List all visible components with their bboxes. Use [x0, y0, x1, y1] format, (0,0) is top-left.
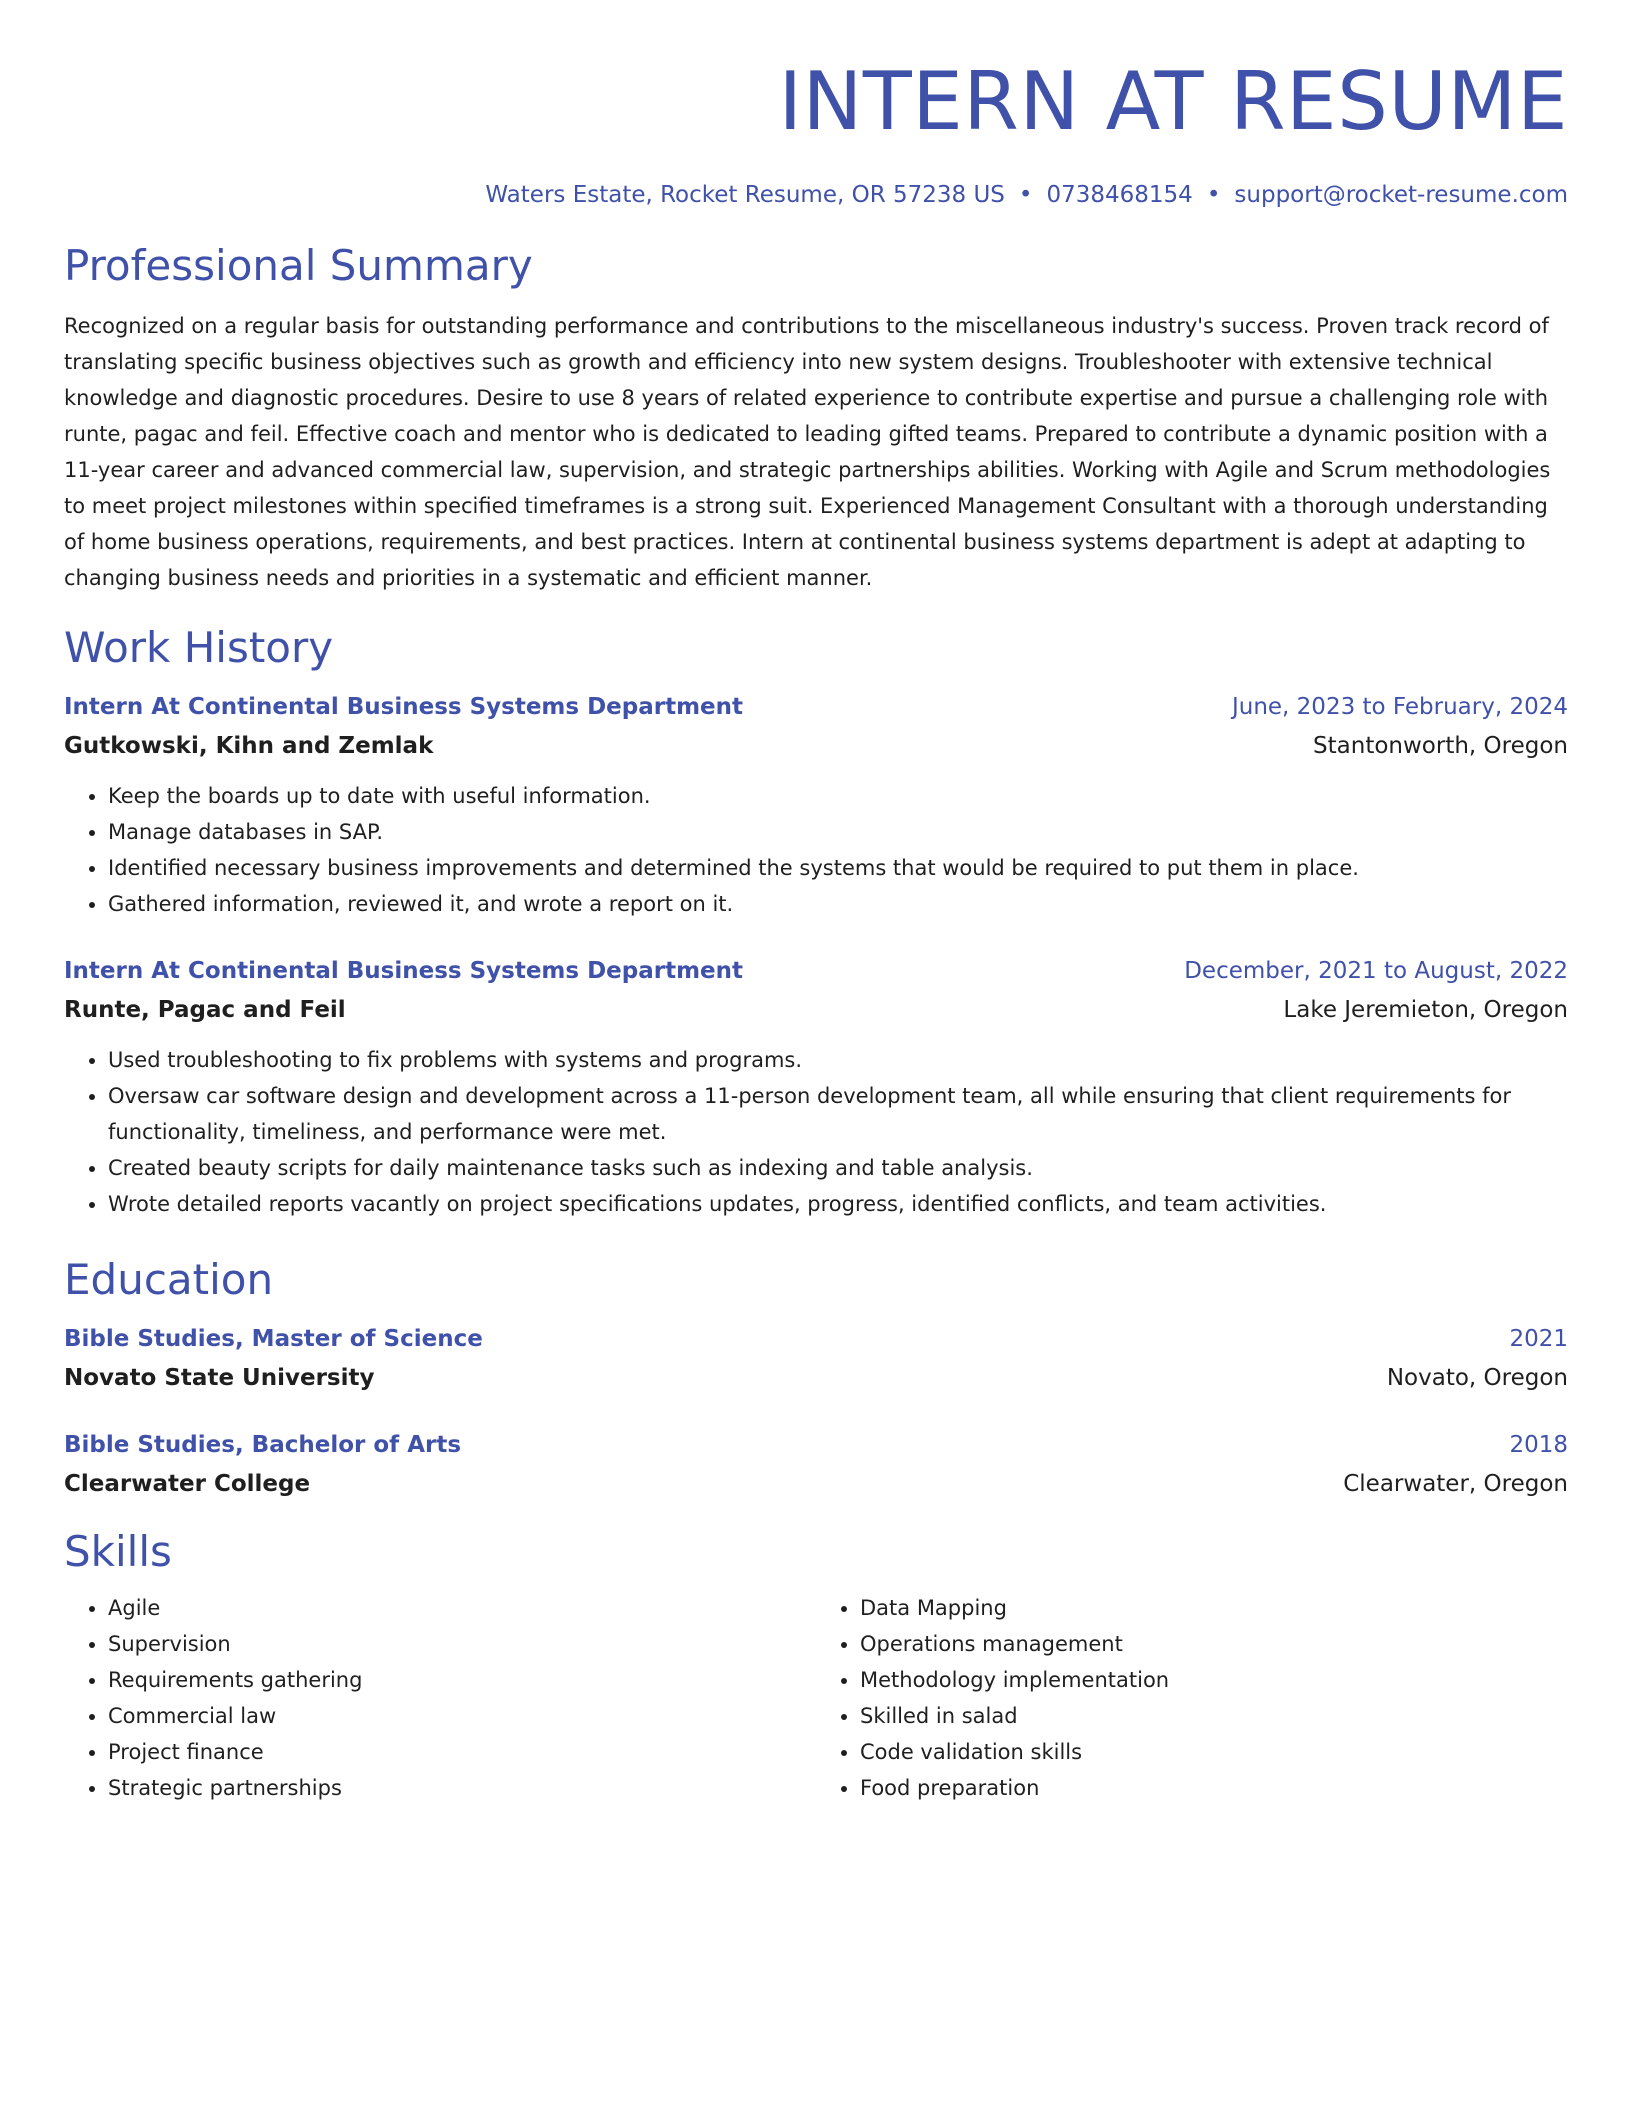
job-title: Intern At Continental Business Systems Department	[64, 694, 744, 720]
summary-heading: Professional Summary	[64, 241, 533, 290]
contact-phone: 0738468154	[1046, 182, 1193, 208]
job-bullets	[64, 778, 1568, 922]
skill-item: • Project finance	[108, 1734, 816, 1770]
skills-column-left	[64, 1590, 816, 1806]
skill-item: • Data Mapping	[860, 1590, 1568, 1626]
job-location: Lake Jeremieton, Oregon	[1283, 997, 1568, 1023]
skill-item: • Strategic partnerships	[108, 1770, 816, 1806]
education-entry	[64, 1320, 1568, 1398]
education-entry	[64, 1426, 1568, 1504]
education-entry-header	[64, 1426, 1568, 1464]
company-name: Gutkowski, Kihn and Zemlak	[64, 733, 434, 759]
education-entry-header	[64, 1320, 1568, 1358]
work-entry	[64, 688, 1568, 922]
skill-item: • Commercial law	[108, 1698, 816, 1734]
job-bullet: • Identified necessary business improvements and determined the systems that would be required to put them in place.	[108, 850, 1568, 886]
school-location: Clearwater, Oregon	[1343, 1471, 1568, 1497]
graduation-year: 2021	[1509, 1326, 1568, 1352]
summary-text: Recognized on a regular basis for outstanding performance and contributions to the miscellaneous industry's success. Proven track record of translating specific business objectives such as growth and efficiency into new system designs. Troubleshooter with extensive technical knowledge and diagnostic procedures. Desire to use 8 years of related experience to contribute expertise and pursue a challenging role with runte, pagac and feil. Effective coach and mentor who is dedicated to leading gifted teams. Prepared to contribute a dynamic position with a 11-year career and advanced commercial law, supervision, and strategic partnerships abilities. Working with Agile and Scrum methodologies to meet project milestones within specified timeframes is a strong suit. Experienced Management Consultant with a thorough understanding of home business operations, requirements, and best practices. Intern at continental business systems department is adept at adapting to changing business needs and priorities in a systematic and efficient manner.	[64, 314, 1551, 590]
contact-email: support@rocket-resume.com	[1234, 182, 1568, 208]
work-entry-header	[64, 952, 1568, 990]
school-name: Clearwater College	[64, 1471, 311, 1497]
skill-item: • Agile	[108, 1590, 816, 1626]
contact-address: Waters Estate, Rocket Resume, OR 57238 US	[485, 182, 1005, 208]
candidate-name: INTERN AT RESUME	[778, 55, 1568, 148]
job-bullet: • Oversaw car software design and development across a 11-person development team, all while ensuring that client requirements for functionality, timeliness, and performance were met.	[108, 1078, 1568, 1150]
work-entry-header	[64, 688, 1568, 726]
skills-heading: Skills	[64, 1527, 172, 1576]
skill-item: • Operations management	[860, 1626, 1568, 1662]
contact-line	[64, 180, 1568, 210]
skills-column-right	[816, 1590, 1568, 1806]
graduation-year: 2018	[1509, 1432, 1568, 1458]
contact-separator: •	[1018, 182, 1033, 208]
work-entry-subheader	[64, 726, 1568, 766]
skill-item: • Requirements gathering	[108, 1662, 816, 1698]
work-entry-subheader	[64, 990, 1568, 1030]
job-bullet: • Created beauty scripts for daily maintenance tasks such as indexing and table analysis.	[108, 1150, 1568, 1186]
job-bullet: • Wrote detailed reports vacantly on project specifications updates, progress, identified conflicts, and team activities.	[108, 1186, 1568, 1222]
skill-item: • Supervision	[108, 1626, 816, 1662]
job-dates: December, 2021 to August, 2022	[1184, 958, 1568, 984]
resume-header	[64, 0, 1568, 210]
skill-item: • Methodology implementation	[860, 1662, 1568, 1698]
job-bullet: • Manage databases in SAP.	[108, 814, 1568, 850]
job-dates: June, 2023 to February, 2024	[1231, 694, 1568, 720]
skill-item: • Skilled in salad	[860, 1698, 1568, 1734]
education-entry-subheader	[64, 1464, 1568, 1504]
degree-name: Bible Studies, Master of Science	[64, 1326, 483, 1352]
work-entry	[64, 952, 1568, 1222]
job-bullet: • Gathered information, reviewed it, and wrote a report on it.	[108, 886, 1568, 922]
job-title: Intern At Continental Business Systems Department	[64, 958, 744, 984]
job-bullets	[64, 1042, 1568, 1222]
degree-name: Bible Studies, Bachelor of Arts	[64, 1432, 462, 1458]
school-name: Novato State University	[64, 1365, 375, 1391]
work-history-heading: Work History	[64, 623, 334, 672]
education-entry-subheader	[64, 1358, 1568, 1398]
skill-item: • Food preparation	[860, 1770, 1568, 1806]
job-bullet: • Used troubleshooting to fix problems with systems and programs.	[108, 1042, 1568, 1078]
education-heading: Education	[64, 1255, 274, 1304]
company-name: Runte, Pagac and Feil	[64, 997, 346, 1023]
contact-separator: •	[1206, 182, 1221, 208]
job-bullet: • Keep the boards up to date with useful information.	[108, 778, 1568, 814]
skills-grid	[64, 1590, 1568, 1806]
school-location: Novato, Oregon	[1386, 1365, 1568, 1391]
skill-item: • Code validation skills	[860, 1734, 1568, 1770]
job-location: Stantonworth, Oregon	[1313, 733, 1568, 759]
